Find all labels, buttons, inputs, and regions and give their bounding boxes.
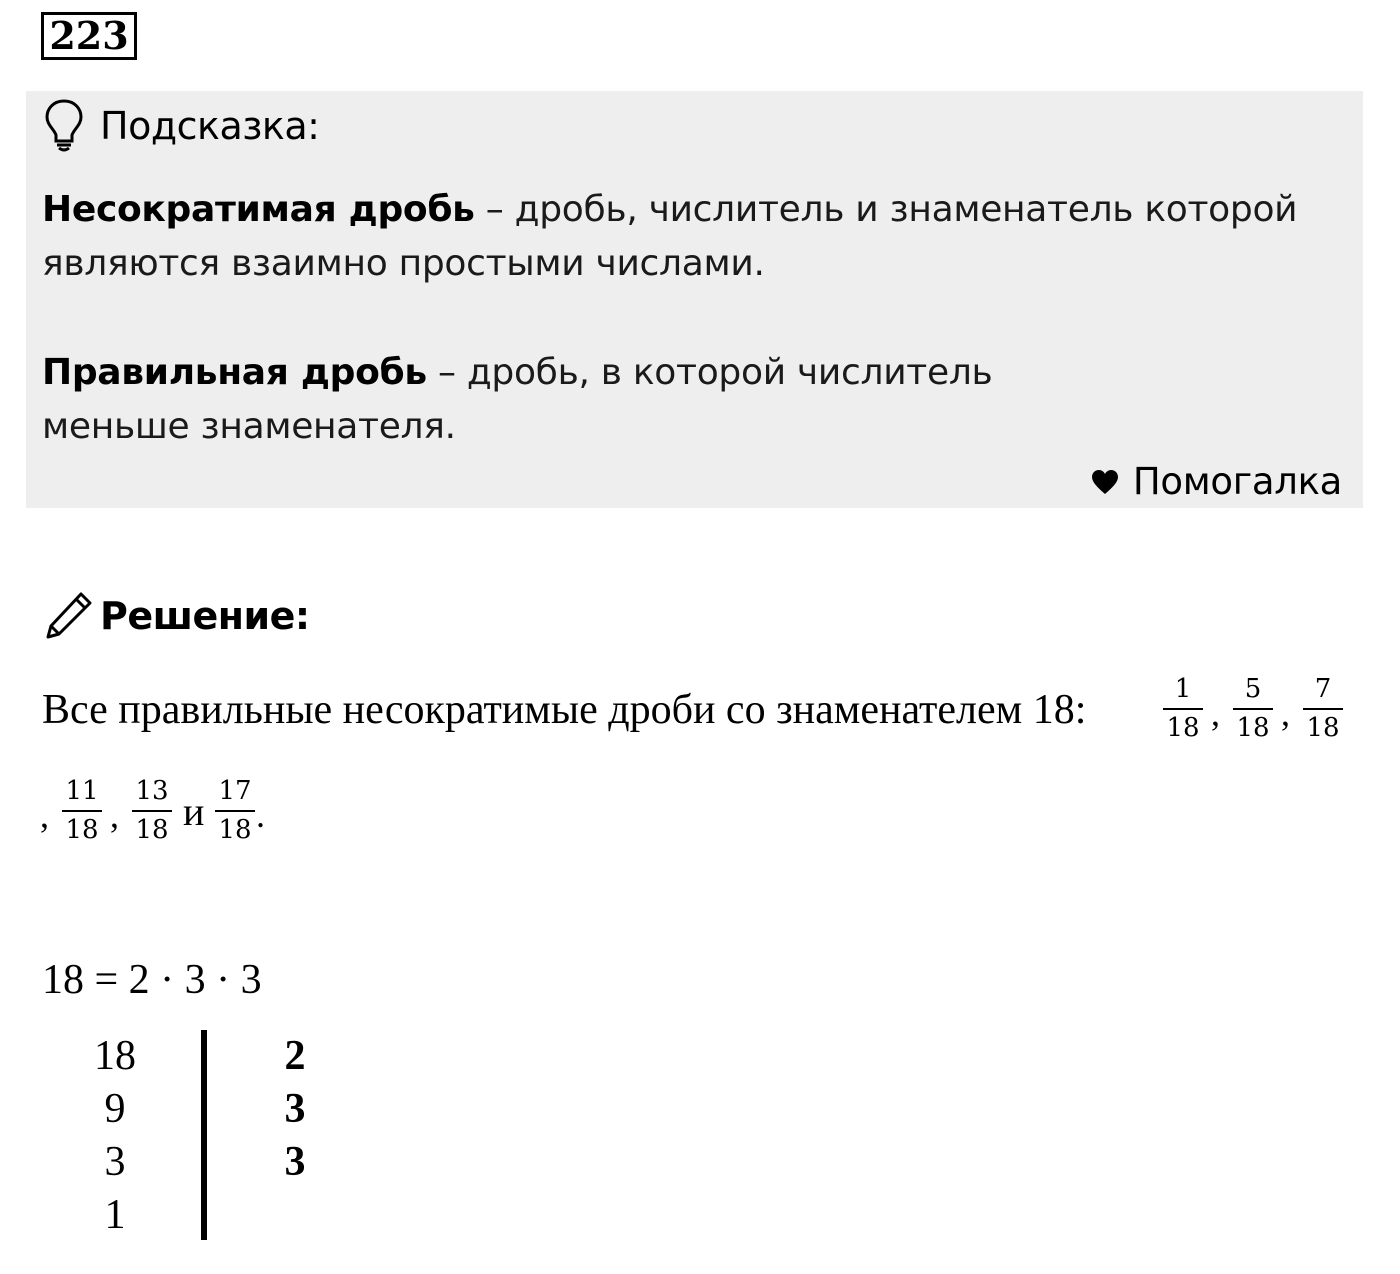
fraction-bar	[1233, 708, 1273, 710]
fraction-numerator: 5	[1244, 674, 1262, 704]
solution-title: Решение:	[100, 594, 310, 638]
fraction-bar	[1163, 708, 1203, 710]
fraction-denominator: 18	[218, 815, 252, 845]
pencil-icon	[44, 590, 94, 640]
definition-irreducible	[42, 183, 1342, 291]
conjunction: и	[183, 789, 205, 834]
divisor: 3	[284, 1139, 306, 1185]
solution-statement: Все правильные несократимые дроби со знаменателем 18:	[42, 687, 1087, 733]
dividend: 9	[104, 1086, 126, 1132]
brand-text: Помогалка	[1132, 460, 1342, 503]
definition-proper	[42, 346, 1142, 454]
comma: ,	[1211, 693, 1220, 733]
fraction	[1163, 673, 1203, 744]
definition-term: Правильная дробь	[42, 352, 427, 393]
fraction-denominator: 18	[1236, 713, 1270, 743]
brand-label	[1091, 456, 1342, 508]
dividend: 3	[104, 1139, 126, 1185]
definition-term: Несократимая дробь	[42, 189, 475, 230]
hint-title: Подсказка:	[100, 104, 320, 148]
fraction	[62, 775, 102, 846]
fraction-bar	[62, 810, 102, 812]
dividend: 18	[94, 1033, 136, 1079]
division-line	[201, 1030, 207, 1240]
fraction-bar	[1303, 708, 1343, 710]
definition-text: – дробь, числитель и знаменатель которой являются взаимно простыми числами.	[42, 189, 1298, 284]
fraction	[215, 775, 255, 846]
fraction-denominator: 18	[135, 815, 169, 845]
fraction-denominator: 18	[1166, 713, 1200, 743]
dividend: 1	[104, 1192, 126, 1238]
lightbulb-icon	[44, 98, 84, 152]
comma: ,	[40, 795, 49, 835]
period: .	[256, 795, 265, 835]
fraction	[132, 775, 172, 846]
comma: ,	[1281, 693, 1290, 733]
fraction	[1303, 673, 1343, 744]
fraction-numerator: 7	[1314, 674, 1332, 704]
fraction-denominator: 18	[65, 815, 99, 845]
fraction-denominator: 18	[1306, 713, 1340, 743]
fraction-numerator: 17	[218, 776, 252, 806]
fraction-bar	[215, 810, 255, 812]
divisor: 2	[284, 1033, 306, 1079]
factorization-equation: 18 = 2 · 3 · 3	[42, 957, 262, 1003]
fraction-numerator: 11	[65, 776, 99, 806]
fraction-bar	[132, 810, 172, 812]
fraction-numerator: 1	[1174, 674, 1192, 704]
divisor: 3	[284, 1086, 306, 1132]
task-number: 223	[41, 12, 137, 60]
definition-text: – дробь, в которой числитель меньше знаменателя.	[42, 352, 993, 447]
heart-icon	[1091, 469, 1119, 495]
fraction	[1233, 673, 1273, 744]
fraction-numerator: 13	[135, 776, 169, 806]
comma: ,	[110, 795, 119, 835]
